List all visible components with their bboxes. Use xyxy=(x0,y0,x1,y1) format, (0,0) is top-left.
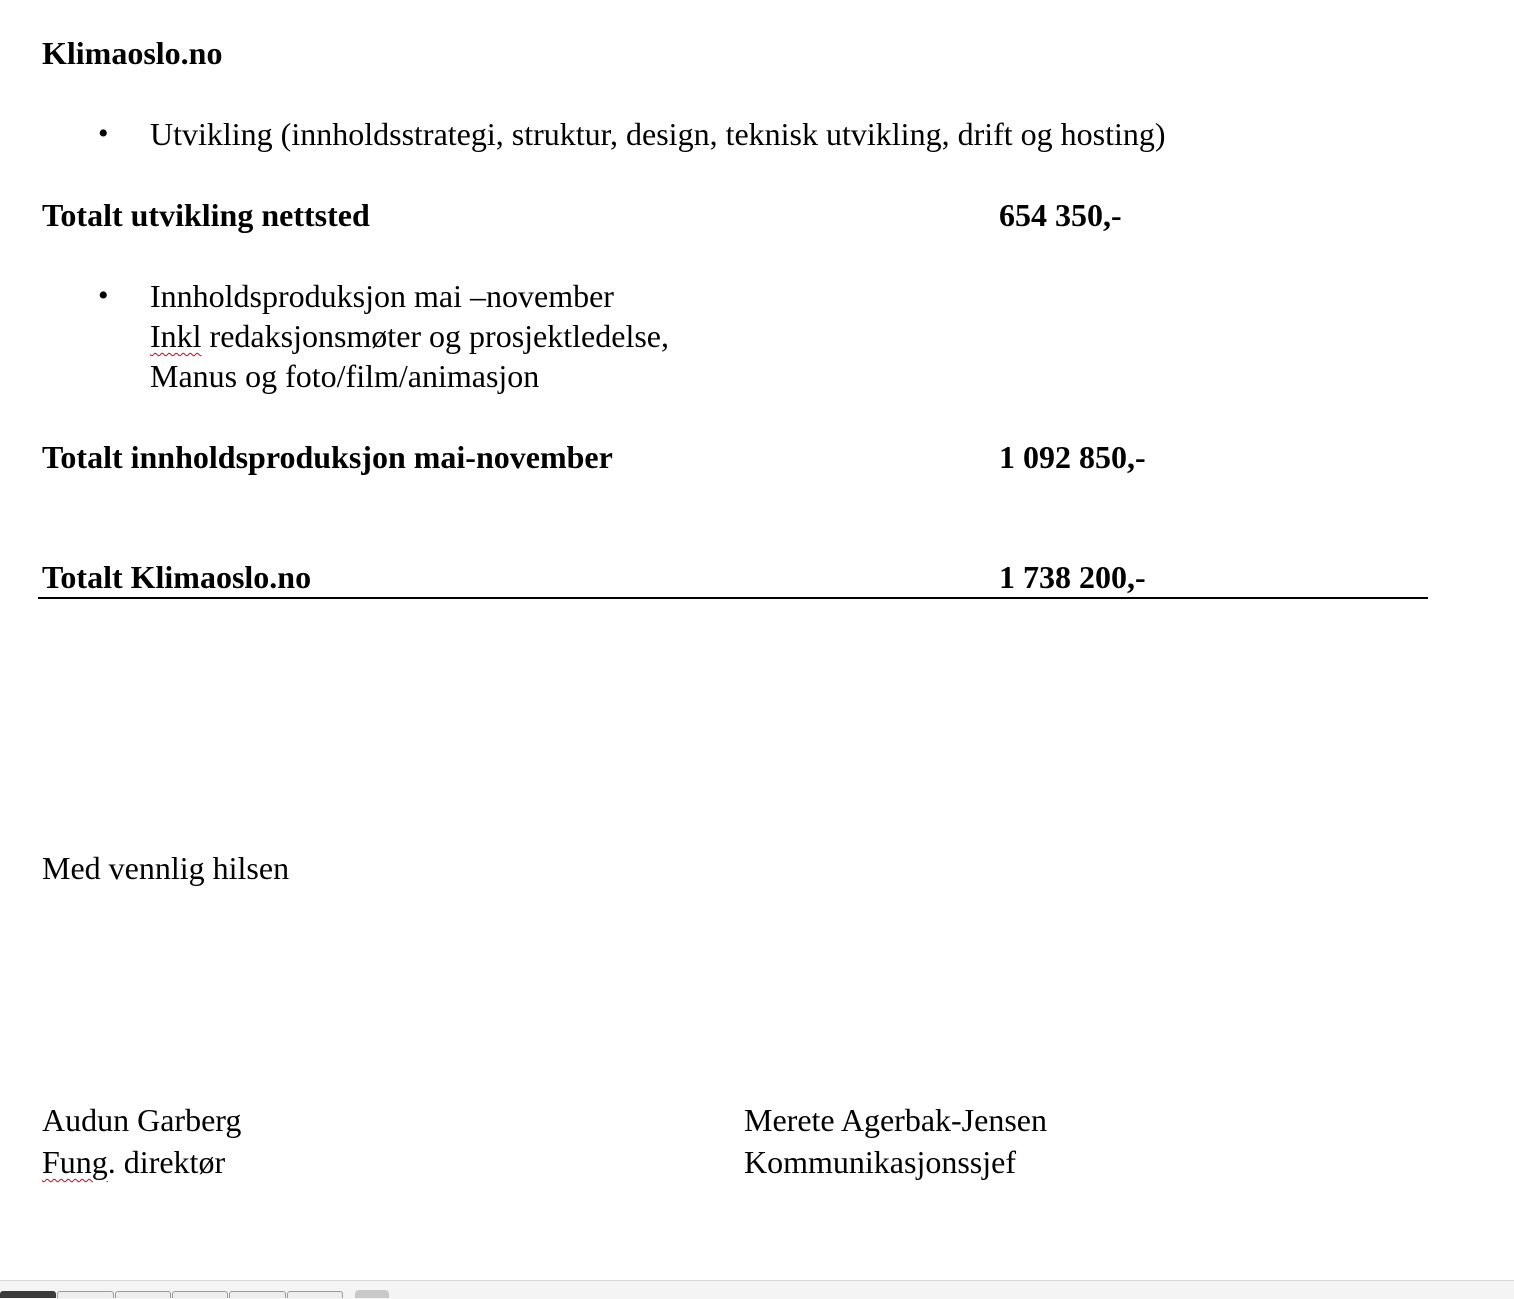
view-tab-4[interactable] xyxy=(172,1291,228,1298)
bullet-item-content-line2-rest: redaksjonsmøter og prosjektledelse, xyxy=(201,318,669,354)
bullet-icon: • xyxy=(98,117,109,150)
total-label-development: Totalt utvikling nettsted xyxy=(42,197,370,233)
bullet-item-content-line3: Manus og foto/film/animasjon xyxy=(150,358,540,394)
signatory-title-left xyxy=(42,1142,225,1182)
spellcheck-flagged-word[interactable]: Fung xyxy=(42,1144,108,1180)
total-amount-content: 1 092 850,- xyxy=(999,439,1146,475)
bullet-item-content-production: Innholdsproduksjon mai –november xyxy=(150,278,614,314)
view-tab-6[interactable] xyxy=(287,1291,343,1298)
document-heading: Klimaoslo.no xyxy=(42,35,223,71)
bullet-item-content-line2 xyxy=(150,316,669,356)
view-tab-strip[interactable] xyxy=(0,1291,344,1298)
signatory-name-left: Audun Garberg xyxy=(42,1102,242,1138)
view-tab-3[interactable] xyxy=(115,1291,171,1298)
total-amount-development: 654 350,- xyxy=(999,197,1122,233)
total-underline-divider xyxy=(38,597,1428,599)
view-tab-5[interactable] xyxy=(229,1291,285,1298)
bullet-item-development: Utvikling (innholdsstrategi, struktur, design, teknisk utvikling, drift og hosting) xyxy=(150,116,1166,152)
signatory-title-left-rest: . direktør xyxy=(107,1144,226,1180)
total-label-overall: Totalt Klimaoslo.no xyxy=(42,559,312,595)
spellcheck-flagged-word[interactable]: Inkl xyxy=(150,318,202,354)
view-tab-2[interactable] xyxy=(57,1291,113,1298)
bullet-icon: • xyxy=(98,279,109,312)
signatory-title-right: Kommunikasjonssjef xyxy=(744,1144,1016,1180)
signatory-name-right: Merete Agerbak-Jensen xyxy=(744,1102,1047,1138)
total-label-content: Totalt innholdsproduksjon mai-november xyxy=(42,439,613,475)
view-tab-1[interactable] xyxy=(0,1291,56,1298)
closing-greeting: Med vennlig hilsen xyxy=(42,850,290,886)
scrollbar-thumb[interactable] xyxy=(355,1290,389,1298)
total-amount-overall: 1 738 200,- xyxy=(999,559,1146,595)
